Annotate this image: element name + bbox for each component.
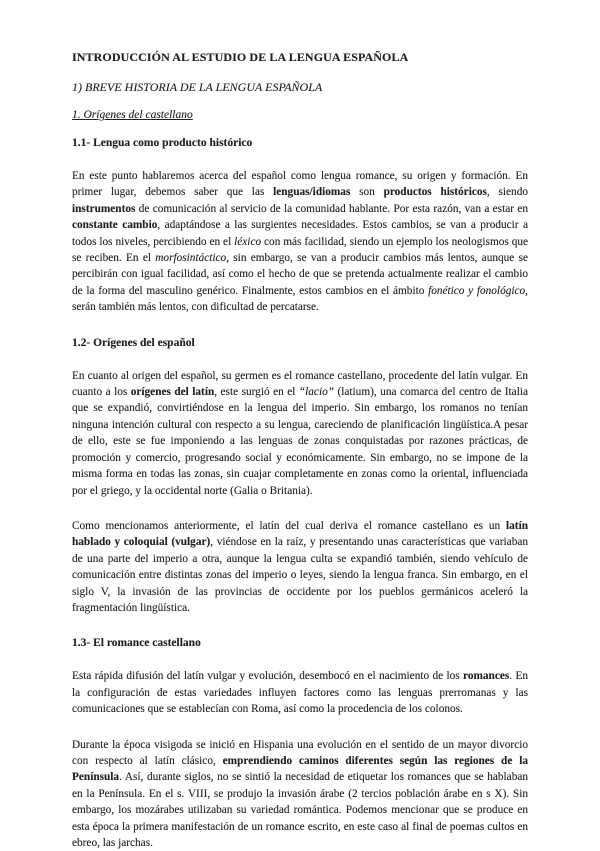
document-title: INTRODUCCIÓN AL ESTUDIO DE LA LENGUA ESPAÑOLA	[72, 50, 409, 64]
text-run: . En la configuración de estas variedades influyen factores como las lenguas prerromanas y las comunicaciones que se establecían con Roma, así como la procedencia de los colonos.	[72, 670, 528, 716]
paragraph	[72, 668, 528, 717]
text-run: “lacio”	[298, 386, 335, 399]
text-run: emprendiendo caminos diferentes según las regiones de la Península	[72, 754, 529, 784]
document-body	[72, 137, 528, 851]
text-run: romances	[463, 670, 510, 683]
text-run: , este surgió en el	[214, 386, 299, 399]
text-run: lenguas/idiomas	[273, 186, 351, 199]
text-run: Durante la época visigoda se inició en Hispania una evolución en el sentido de un mayor divorcio con respecto al latín clásico,	[72, 738, 528, 767]
text-run: , serán también más lentos, con dificultad de percatarse.	[72, 284, 528, 314]
text-run: , sin embargo, se van a producir cambios más lentos, aunque se percibirán con igual facilidad, así como el hecho de que se pretenda actualmente realizar el cambio de la forma del masculino genérico. Finalmente, estos cambios en el ámbito	[72, 252, 528, 297]
paragraph	[72, 368, 528, 499]
section-heading: 1.3- El romance castellano	[72, 637, 201, 650]
paragraph	[72, 518, 528, 616]
paragraph	[72, 168, 528, 316]
text-run: productos históricos	[383, 186, 487, 199]
text-run: (latium), una comarca del centro de Italia que se expandió, convirtiéndose en la lengua del imperio. Sin embargo, los romanos no tenían ninguna intención cultural con respecto a su lengua, careciendo de planificación lingüística.A pesar de ello, este se fue imponiendo a las lenguas de zonas conquistadas por razones prácticas, de promoción y comercio, progresando social y económicamente. Sin embargo, no se impone de la misma forma en todas las zonas, sin cuajar completamente en zonas como la oriental, influenciada por el griego, y la occidental norte (Galia o Britania).	[72, 386, 528, 497]
text-run: instrumentos	[72, 202, 136, 215]
text-run: fonético y fonológico	[428, 284, 526, 297]
text-run: Esta rápida difusión del latín vulgar y evolución, desembocó en el nacimiento de los	[72, 670, 464, 683]
text-run: latín hablado y coloquial (vulgar)	[72, 519, 528, 549]
section-heading: 1.2- Orígenes del español	[72, 336, 195, 349]
text-run: En cuanto al origen del español, su germen es el romance castellano, procedente del latín vulgar. En cuanto a los	[72, 369, 528, 399]
text-run: constante cambio	[72, 219, 158, 232]
text-run: En este punto hablaremos acerca del español como lengua romance, su origen y formación. En primer lugar, debemos saber que las	[72, 170, 528, 199]
paragraph	[72, 737, 528, 851]
text-run: con más facilidad, siendo un ejemplo los neologismos que se reciben. En el	[72, 235, 528, 265]
text-run: Como mencionamos anteriormente, el latín del cual deriva el romance castellano es un	[72, 519, 507, 532]
subsection-heading: 1. Orígenes del castellano	[72, 109, 193, 121]
text-run: , viéndose en la raíz, y presentando unas características que variaban de una parte del imperio a otra, aunque la lengua culta se expandió también, siendo vehículo de comunicación entre distintas zonas del imperio o leyes, siendo la lengua franca. Sin embargo, en el siglo V, la invasión de las provincias de occidente por los pueblos germánicos aceleró la fragmentación lingüística.	[72, 536, 528, 614]
text-run: orígenes del latín	[130, 386, 215, 399]
text-run: , adaptándose a las surgientes necesidades. Estos cambios, se van a producir a todos los niveles, percibiendo en el	[72, 219, 528, 248]
text-run: léxico	[234, 235, 262, 248]
section-heading: 1.1- Lengua como producto histórico	[72, 137, 253, 149]
text-run: son	[350, 186, 384, 199]
text-run: morfosintáctico	[155, 252, 227, 265]
chapter-heading: 1) BREVE HISTORIA DE LA LENGUA ESPAÑOLA	[72, 80, 323, 94]
text-run: de comunicación al servicio de la comunidad hablante. Por esta razón, van a estar en	[135, 202, 528, 215]
text-run: . Así, durante siglos, no se sintió la necesidad de etiquetar los romances que se hablaban en la Península. En el s. VIII, se produjo la invasión árabe (2 tercios población árabe en s X). Sin embargo, los mozárabes utilizaban su variedad romántica. Podemos mencionar que se produce en esta época la primera manifestación de un romance escrito, en este caso al final de poemas cultos en ebreo, las jarchas.	[72, 771, 528, 849]
text-run: , siendo	[486, 186, 528, 199]
